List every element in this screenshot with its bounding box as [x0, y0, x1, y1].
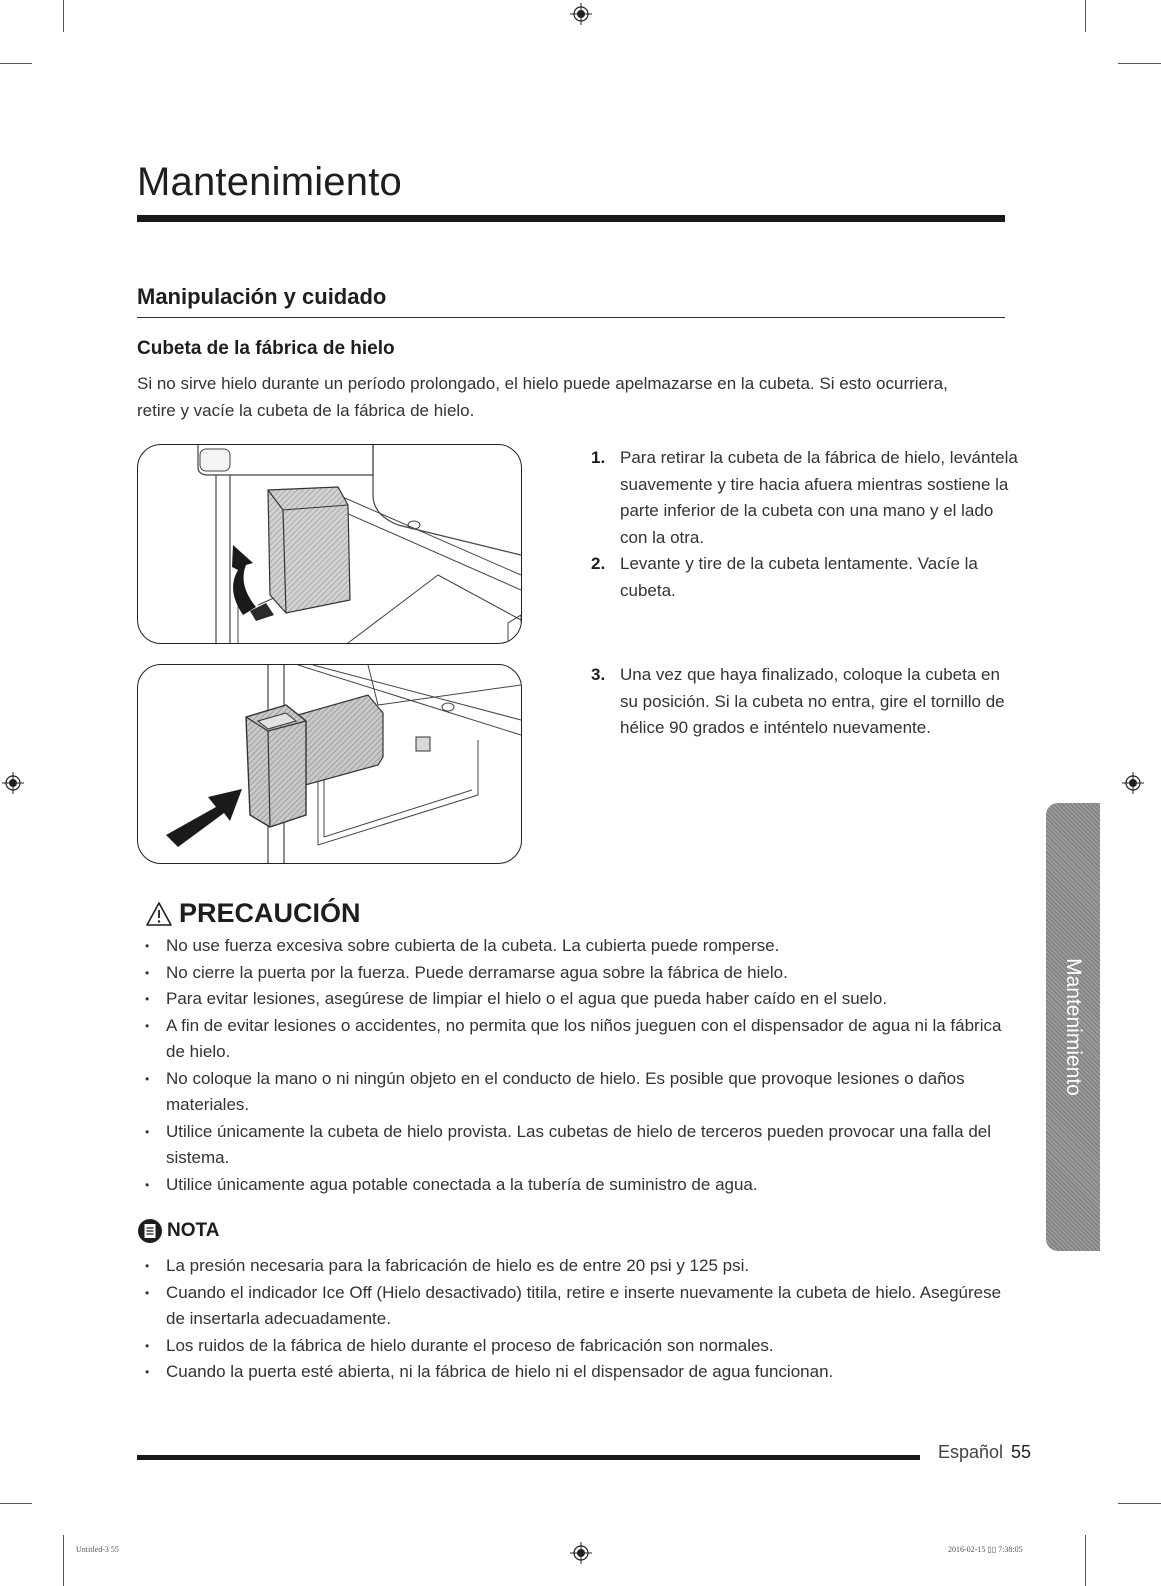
list-item: • Para evitar lesiones, asegúrese de limpiar el hielo o el agua que pueda haber caído en el suelo. — [140, 986, 1010, 1013]
ice-bucket-lift-illustration — [138, 445, 521, 643]
list-item: • Cuando el indicador Ice Off (Hielo desactivado) titila, retire e inserte nuevamente la cubeta de hielo. Asegúrese de insertarla adecuadamente. — [140, 1280, 1010, 1333]
subsection-title: Cubeta de la fábrica de hielo — [137, 338, 395, 359]
step-item — [591, 551, 1021, 604]
print-slug-left: Untitled-3 55 — [76, 1545, 119, 1554]
list-item: • No cierre la puerta por la fuerza. Puede derramarse agua sobre la fábrica de hielo. — [140, 960, 1010, 987]
note-icon — [137, 1218, 163, 1244]
print-slug-right: 2016-02-15 ▯▯ 7:38:05 — [948, 1545, 1023, 1554]
chapter-side-tab — [1046, 803, 1100, 1251]
steps-list — [591, 445, 1021, 604]
step-number: 2. — [591, 554, 606, 573]
registration-mark-icon — [2, 772, 24, 794]
step-text: Para retirar la cubeta de la fábrica de hielo, levántela suavemente y tire hacia afuera mientras sostiene la parte inferior de la cubeta con una mano y el lado con la otra. — [620, 448, 1018, 547]
warning-triangle-icon — [145, 901, 173, 927]
step-text: Una vez que haya finalizado, coloque la cubeta en su posición. Si la cubeta no entra, gire el tornillo de hélice 90 grados e inténtelo nuevamente. — [620, 665, 1005, 737]
step-item — [591, 662, 1021, 742]
crop-mark — [0, 63, 32, 64]
step-number: 3. — [591, 665, 606, 684]
page-title: Mantenimiento — [137, 160, 402, 204]
list-item: • La presión necesaria para la fabricación de hielo es de entre 20 psi y 125 psi. — [140, 1253, 1010, 1280]
caution-title: PRECAUCIÓN — [179, 898, 361, 928]
crop-mark — [1118, 63, 1161, 64]
page-number: 55 — [1011, 1442, 1032, 1462]
crop-mark — [1085, 1535, 1086, 1586]
list-item: • No coloque la mano o ni ningún objeto en el conducto de hielo. Es posible que provoque lesiones o daños materiales. — [140, 1066, 1010, 1119]
side-tab-label: Mantenimiento — [1062, 958, 1085, 1096]
crop-mark — [1118, 1503, 1161, 1504]
steps-list-continued — [591, 662, 1021, 742]
registration-mark-icon — [570, 1542, 592, 1564]
crop-mark — [63, 0, 64, 32]
illustration-remove-bucket — [137, 444, 522, 644]
step-number: 1. — [591, 448, 606, 467]
intro-paragraph: Si no sirve hielo durante un período prolongado, el hielo puede apelmazarse en la cubeta. Si esto ocurriera, retire y vacíe la cubeta de la fábrica de hielo. — [137, 374, 948, 420]
list-item: • Los ruidos de la fábrica de hielo durante el proceso de fabricación son normales. — [140, 1333, 1010, 1360]
footer-rule — [137, 1455, 920, 1460]
section-rule — [137, 317, 1005, 318]
ice-bucket-insert-illustration — [138, 665, 521, 863]
note-title: NOTA — [167, 1220, 220, 1241]
list-item: • Utilice únicamente agua potable conectada a la tubería de suministro de agua. — [140, 1172, 1010, 1199]
step-text: Levante y tire de la cubeta lentamente. Vacíe la cubeta. — [620, 554, 978, 600]
note-heading — [137, 1218, 219, 1244]
note-list — [140, 1253, 1010, 1386]
list-item: • Utilice únicamente la cubeta de hielo provista. Las cubetas de hielo de terceros pueden provocar una falla del sistema. — [140, 1119, 1010, 1172]
registration-mark-icon — [570, 3, 592, 25]
title-underline — [137, 215, 1005, 222]
crop-mark — [0, 1503, 32, 1504]
step-item — [591, 445, 1021, 551]
section-title: Manipulación y cuidado — [137, 284, 387, 309]
caution-list — [140, 933, 1010, 1198]
registration-mark-icon — [1122, 772, 1144, 794]
caution-heading — [145, 898, 361, 929]
list-item: • Cuando la puerta esté abierta, ni la fábrica de hielo ni el dispensador de agua funcionan. — [140, 1359, 1010, 1386]
crop-mark — [63, 1535, 64, 1586]
illustration-insert-bucket — [137, 664, 522, 864]
list-item: • No use fuerza excesiva sobre cubierta de la cubeta. La cubierta puede romperse. — [140, 933, 1010, 960]
footer-language: Español — [938, 1442, 1004, 1462]
list-item: • A fin de evitar lesiones o accidentes, no permita que los niños jueguen con el dispensador de agua ni la fábrica de hielo. — [140, 1013, 1010, 1066]
crop-mark — [1085, 0, 1086, 32]
